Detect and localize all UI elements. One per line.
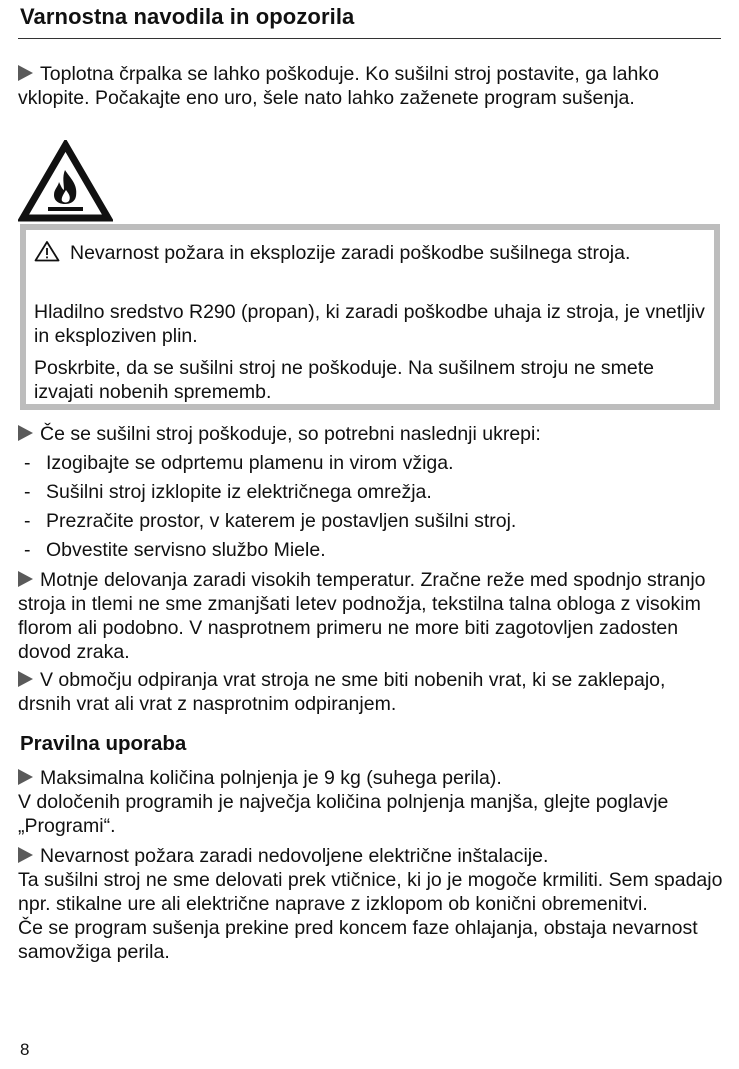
electrical-fire-text: Nevarnost požara zaradi nedovoljene električne inštalacije.	[40, 845, 549, 867]
list-item	[24, 509, 516, 533]
high-temperature-paragraph	[18, 568, 723, 664]
list-item-text: Obvestite servisno službo Miele.	[46, 539, 326, 561]
arrow-bullet-icon	[18, 425, 33, 441]
max-load-text: Maksimalna količina polnjenja je 9 kg (suhega perila).	[40, 767, 502, 789]
list-item	[24, 480, 432, 504]
door-clearance-paragraph	[18, 668, 723, 716]
arrow-bullet-icon	[18, 571, 33, 587]
list-item-text: Prezračite prostor, v katerem je postavljen sušilni stroj.	[46, 510, 517, 532]
warning-headline	[34, 240, 714, 265]
arrow-bullet-icon	[18, 769, 33, 785]
list-item	[24, 538, 326, 562]
electrical-fire-paragraph	[18, 844, 723, 964]
socket-restriction-text: Ta sušilni stroj ne sme delovati prek vtičnice, ki jo je mogoče krmiliti. Sem spadajo npr. stikalne ure ali električne naprave z izklopom ob konični obremenitvi.	[18, 869, 723, 915]
dash-bullet: -	[24, 481, 31, 503]
title-divider	[18, 38, 721, 39]
door-clearance-text: V območju odpiranja vrat stroja ne sme biti nobenih vrat, ki se zaklepajo, drsnih vrat ali vrat z nasprotnim odpiranjem.	[18, 669, 666, 715]
heat-pump-text: Toplotna črpalka se lahko poškoduje. Ko sušilni stroj postavite, ga lahko vklopite. Počakajte eno uro, šele nato lahko zaženete program sušenja.	[18, 63, 659, 109]
page-number: 8	[20, 1040, 30, 1059]
heat-pump-paragraph	[18, 62, 723, 110]
damage-intro-text: Če se sušilni stroj poškoduje, so potrebni naslednji ukrepi:	[40, 423, 541, 445]
page-title: Varnostna navodila in opozorila	[20, 4, 355, 29]
warning-refrigerant-text: Hladilno sredstvo R290 (propan), ki zaradi poškodbe uhaja iz stroja, je vnetljiv in eksploziven plin.	[34, 301, 705, 347]
max-load-paragraph	[18, 766, 723, 838]
high-temperature-text: Motnje delovanja zaradi visokih temperatur. Zračne reže med spodnjo stranjo stroja in tlemi ne sme zmanjšati letev podnožja, tekstilna talna obloga z visokim florom ali podobno. V nasprotnem primeru ne more biti zagotovljen zadosten dovod zraka.	[18, 569, 706, 663]
self-ignition-text: Če se program sušenja prekine pred koncem faze ohlajanja, obstaja nevarnost samovžiga perila.	[18, 917, 698, 963]
flammable-warning-icon	[18, 140, 113, 222]
arrow-bullet-icon	[18, 671, 33, 687]
arrow-bullet-icon	[18, 847, 33, 863]
damage-intro	[18, 422, 723, 446]
dash-bullet: -	[24, 452, 31, 474]
dash-bullet: -	[24, 510, 31, 532]
danger-warning-box	[20, 224, 720, 410]
dash-bullet: -	[24, 539, 31, 561]
warning-no-modification-text: Poskrbite, da se sušilni stroj ne poškoduje. Na sušilnem stroju ne smete izvajati nobenih sprememb.	[34, 357, 654, 403]
list-item-text: Sušilni stroj izklopite iz električnega omrežja.	[46, 481, 432, 503]
list-item	[24, 451, 454, 475]
warning-headline-text: Nevarnost požara in eksplozije zaradi poškodbe sušilnega stroja.	[70, 242, 631, 264]
max-load-note: V določenih programih je največja količina polnjenja manjša, glejte poglavje „Programi“.	[18, 791, 669, 837]
arrow-bullet-icon	[18, 65, 33, 81]
list-item-text: Izogibajte se odprtemu plamenu in virom vžiga.	[46, 452, 454, 474]
warning-triangle-icon	[34, 240, 60, 262]
section-heading: Pravilna uporaba	[20, 732, 187, 755]
